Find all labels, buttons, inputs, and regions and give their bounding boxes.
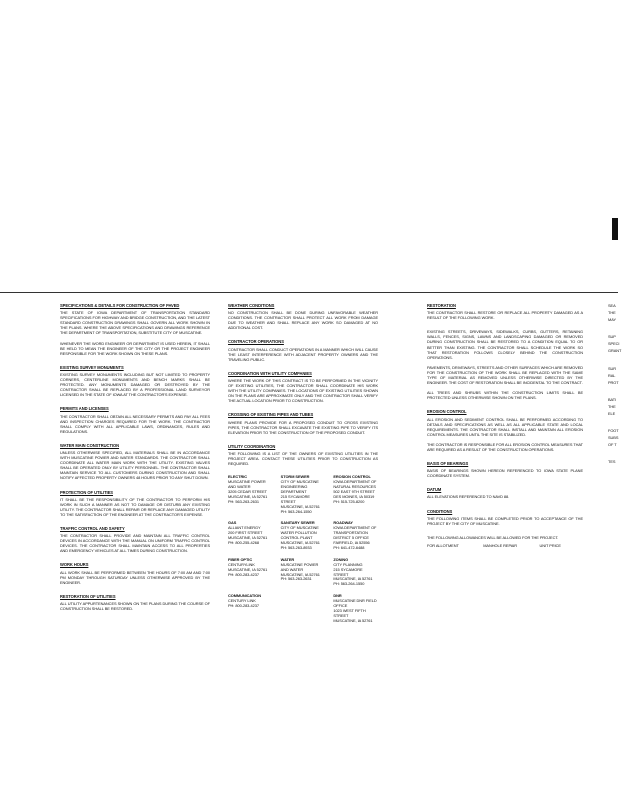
utility-line: PH: 563-264-1550	[280, 508, 312, 514]
utility-line: DES MOINES, IA 50319	[333, 493, 375, 499]
note-section	[228, 371, 378, 404]
utility-line: CENTURYLINK	[228, 561, 255, 567]
utility-type: ELECTRIC	[228, 474, 248, 480]
cropped-fragment: SEA	[608, 303, 616, 308]
section-paragraph: THE CONTRACTOR SHALL OBTAIN ALL NECESSARY PERMITS AND PAY ALL FEES AND INSPECTION CHARGES REQUIRED FOR THE WORK. THE CONTRACTOR SHALL COMPLY WITH ALL APPLICABLE LAWS, ORDINANCES, RULES AND REGULATIONS.	[60, 413, 210, 434]
note-section	[228, 444, 378, 466]
section-paragraph: THE CONTRACTOR SHALL PROVIDE AND MAINTAIN ALL TRAFFIC CONTROL DEVICES IN ACCORDANCE WITH THE MANUAL ON UNIFORM TRAFFIC CONTROL DEVICES. THE CONTRACTOR SHALL MAINTAIN ACCESS TO ALL PROPERTIES AND EMERGENCY VEHICLES AT ALL TIMES DURING CONSTRUCTION.	[60, 533, 210, 554]
section-paragraph: NO CONSTRUCTION SHALL BE DONE DURING UNFAVORABLE WEATHER CONDITIONS. THE CONTRACTOR SHALL PROTECT ALL WORK FROM DAMAGE DUE TO WEATHER AND SHALL REPLACE ANY WORK SO DAMAGED AT NO ADDITIONAL COST.	[228, 310, 378, 331]
utility-line: AND WATER	[280, 566, 304, 572]
utility-type: COMMUNICATION	[228, 593, 261, 599]
utility-line: ENGINEERING DEPARTMENT	[280, 483, 308, 494]
utility-line: PH: 641-472-6488	[333, 544, 365, 550]
utility-contact	[333, 594, 378, 623]
section-paragraph: EXISTING SURVEY MONUMENTS INCLUDING BUT NOT LIMITED TO PROPERTY CORNERS, CENTERLINE MONUMENTS AND BENCH MARKS SHALL BE PROTECTED. ANY MONUMENTS DAMAGED OR DESTROYED BY THE CONTRACTOR SHALL BE REPLACED BY A PROFESSIONAL LAND SURVEYOR LICENSED IN THE STATE OF IOWA AT THE CONTRACTOR'S EXPENSE.	[60, 371, 210, 398]
cropped-fragment: PROT	[608, 379, 619, 385]
utility-contact	[281, 558, 326, 587]
fee-intro: THE FOLLOWING ALLOWANCES WILL BE ALLOWED FOR THE PROJECT.	[427, 534, 559, 540]
utility-line: WATER POLLUTION	[280, 530, 317, 536]
note-section	[427, 487, 583, 499]
section-paragraph: BASIS OF BEARINGS SHOWN HEREON REFERENCED TO IOWA STATE PLANE COORDINATE SYSTEM.	[427, 468, 583, 479]
utility-line: CENTURY LINK	[228, 598, 256, 604]
section-paragraph: PAVEMENTS, DRIVEWAYS, STREETS AND OTHER SURFACES WHICH ARE REMOVED FOR THE CONSTRUCTION OF THE WORK SHALL BE REPLACED WITH THE SAME TYPE OF MATERIAL AS REMOVED UNLESS OTHERWISE DIRECTED BY THE ENGINEER. THE COST OF RESTORATION SHALL BE INCIDENTAL TO THE CONTRACT.	[427, 364, 583, 386]
utility-line: PH: 800-283-4237	[228, 571, 259, 577]
utility-line: CITY OF MUSCATINE	[280, 479, 319, 485]
section-paragraph: ALL TREES AND SHRUBS WITHIN THE CONSTRUCTION LIMITS SHALL BE PROTECTED UNLESS OTHERWISE SHOWN ON THE PLANS.	[427, 390, 583, 401]
section-paragraph: EXISTING STREETS, DRIVEWAYS, SIDEWALKS, CURBS, GUTTERS, RETAINING WALLS, FENCES, SIGNS, LAWNS AND LANDSCAPING DAMAGED OR REMOVED DURING CONSTRUCTION SHALL BE RESTORED TO A CONDITION EQUAL TO OR BETTER THAN EXISTING. THE CONTRACTOR SHALL SCHEDULE THE WORK SO THAT RESTORATION FOLLOWS CLOSELY BEHIND THE CONSTRUCTION OPERATIONS.	[427, 329, 583, 360]
fee-cell: MANHOLE REPAIR	[483, 542, 518, 548]
utility-contact	[281, 521, 326, 550]
utility-line: MUSCATINE, IA 52761	[333, 617, 373, 623]
cropped-fragment: SPECI	[608, 341, 620, 347]
section-heading: COORDINATION WITH UTILITY COMPANIES	[228, 370, 312, 376]
utility-type: ZONING	[333, 556, 349, 562]
utility-line: PH: 563-264-1550	[333, 581, 365, 587]
section-heading: WATER MAIN CONSTRUCTION	[60, 442, 120, 448]
utility-type: WATER	[280, 556, 295, 562]
utility-contact	[281, 594, 326, 623]
section-paragraph: THE FOLLOWING IS A LIST OF THE OWNERS OF EXISTING UTILITIES IN THE PROJECT AREA. CONTACT THESE UTILITIES PRIOR TO CONSTRUCTION AS REQUIRED.	[228, 450, 378, 467]
utility-line: 200 FIRST STREET	[228, 530, 263, 536]
utility-contacts-grid	[228, 475, 378, 631]
section-paragraph: UNLESS OTHERWISE SPECIFIED, ALL MATERIALS SHALL BE IN ACCORDANCE WITH MUSCATINE POWER AND WATER STANDARDS. THE CONTRACTOR SHALL COORDINATE ALL WATER MAIN WORK WITH THE UTILITY. EXISTING VALVES SHALL BE OPERATED ONLY BY UTILITY PERSONNEL. THE CONTRACTOR SHALL MAINTAIN SERVICE TO ALL CUSTOMERS DURING CONSTRUCTION AND SHALL NOTIFY AFFECTED PROPERTY OWNERS 48 HOURS PRIOR TO ANY SHUT DOWN.	[60, 449, 210, 481]
note-section	[60, 594, 210, 611]
note-section	[228, 412, 378, 434]
utility-contact	[281, 475, 326, 514]
utility-contact	[228, 521, 273, 550]
fee-cell: UNIT PRICE	[539, 542, 561, 548]
cropped-fragment: RAL	[608, 372, 616, 378]
section-paragraph: ALL WORK SHALL BE PERFORMED BETWEEN THE HOURS OF 7:00 AM AND 7:00 PM MONDAY THROUGH SATURDAY UNLESS OTHERWISE APPROVED BY THE ENGINEER.	[60, 569, 210, 585]
note-section	[427, 409, 583, 452]
cropped-fragment: TES	[608, 459, 616, 465]
note-section	[60, 365, 210, 398]
cropped-fragment: FOOT	[608, 428, 619, 434]
utility-contact	[333, 475, 378, 514]
section-paragraph: THE STATE OF IOWA DEPARTMENT OF TRANSPORTATION STANDARD SPECIFICATIONS FOR HIGHWAY AND BRIDGE CONSTRUCTION, AND THE LATEST STANDARD CONSTRUCTION DRAWINGS SHALL GOVERN ALL WORK SHOWN IN THE PLANS. WHERE THE ABOVE SPECIFICATIONS AND DRAWINGS REFERENCE THE DEPARTMENT OF TRANSPORTATION, SUBSTITUTE CITY OF MUSCATINE.	[60, 310, 210, 336]
section-paragraph: IT SHALL BE THE RESPONSIBILITY OF THE CONTRACTOR TO PERFORM HIS WORK IN SUCH A MANNER AS NOT TO DAMAGE OR DISTURB ANY EXISTING UTILITY. THE CONTRACTOR SHALL REPAIR OR REPLACE ANY DAMAGED UTILITY TO THE SATISFACTION OF THE ENGINEER AT THE CONTRACTOR'S EXPENSE.	[60, 496, 210, 517]
utility-line: MUSCATINE, IA 52761	[280, 503, 320, 509]
section-paragraph: WHERE THE WORK OF THIS CONTRACT IS TO BE PERFORMED IN THE VICINITY OF EXISTING UTILITIES, THE CONTRACTOR SHALL COORDINATE HIS WORK WITH THE UTILITY COMPANIES. THE LOCATIONS OF EXISTING UTILITIES SHOWN ON THE PLANS ARE APPROXIMATE ONLY AND THE CONTRACTOR SHALL VERIFY THE ACTUAL LOCATION PRIOR TO CONSTRUCTION.	[228, 377, 378, 404]
section-heading: WEATHER CONDITIONS	[228, 303, 275, 308]
cropped-fragment: ELE	[608, 411, 616, 417]
utility-line: DISTRICT 5 OFFICE	[333, 535, 369, 541]
cropped-fragment: THE	[608, 310, 616, 316]
cropped-fragment: OF T	[608, 442, 617, 448]
utility-line: MUSCATINE, IA 52761	[228, 535, 268, 541]
section-paragraph: THE FOLLOWING ITEMS SHALL BE COMPLETED PRIOR TO ACCEPTANCE OF THE PROJECT BY THE CITY OF MUSCATINE.	[427, 515, 583, 526]
cropped-fragment: SUP	[608, 334, 616, 340]
fee-row	[427, 543, 583, 548]
utility-line: IOWA DEPARTMENT OF	[333, 479, 377, 485]
utility-line: ALLIANT ENERGY	[228, 525, 261, 531]
note-section	[60, 490, 210, 517]
note-section	[427, 461, 583, 478]
utility-type: DNR	[333, 593, 342, 599]
utility-line: MUSCATINE, IA 52761	[280, 571, 320, 577]
section-heading: BASIS OF BEARINGS	[427, 461, 469, 467]
section-heading: RESTORATION	[427, 303, 456, 308]
utility-contact	[228, 594, 273, 623]
utility-contact	[333, 558, 378, 587]
utility-line: MUSCATINE, IA 52761	[333, 576, 373, 582]
utility-line: CITY PLANNING	[333, 561, 363, 567]
fee-cell: FOR ALLOTMENT	[427, 542, 459, 548]
utility-line: CITY OF MUSCATINE	[280, 525, 319, 531]
utility-line: MUSCATINE, IA 52761	[228, 566, 268, 572]
notes-column-1	[60, 303, 210, 620]
utility-type: SANITARY SEWER	[280, 520, 315, 526]
note-section	[427, 509, 583, 526]
plan-notes-sheet	[0, 292, 622, 800]
utility-line: TRANSPORTATION	[333, 530, 368, 536]
note-section	[60, 526, 210, 553]
utility-contact	[333, 521, 378, 550]
utility-line: 1023 WEST FIFTH STREET	[333, 608, 366, 618]
utility-line: 215 SYCAMORE STREET	[280, 493, 310, 504]
note-section	[60, 303, 210, 356]
utility-contact	[228, 475, 273, 514]
utility-type: ROADWAY	[333, 520, 353, 526]
section-heading: CROSSING OF EXISTING PIPES AND TUBES	[228, 412, 314, 418]
section-paragraph: CONTRACTOR SHALL CONDUCT OPERATIONS IN A MANNER WHICH WILL CAUSE THE LEAST INTERFERENCE WITH ADJACENT PROPERTY OWNERS AND THE TRAVELING PUBLIC.	[228, 346, 378, 362]
cropped-fragment: MAY	[608, 317, 616, 323]
note-section	[60, 406, 210, 433]
utility-line: MUSCATINE, IA 52761	[280, 540, 320, 546]
utility-line: MUSCATINE, IA 52761	[228, 493, 268, 499]
utility-type: GAS	[228, 520, 237, 526]
note-section	[228, 339, 378, 361]
section-heading: CONTRACTOR OPERATIONS	[228, 339, 284, 345]
utility-line: PH: 563-263-2631	[228, 498, 259, 504]
utility-line: 502 EAST 9TH STREET	[333, 488, 375, 494]
note-section	[427, 329, 583, 400]
cropped-fragment: SUR	[608, 365, 617, 371]
utility-line: NATURAL RESOURCES	[333, 483, 376, 489]
cropped-fragment: THE	[608, 403, 616, 409]
section-heading: TRAFFIC CONTROL AND SAFETY	[60, 526, 125, 531]
utility-type: EROSION CONTROL	[333, 474, 371, 480]
notes-column-2	[228, 303, 378, 631]
utility-type: STORM SEWER	[280, 474, 310, 480]
section-paragraph: ALL EROSION AND SEDIMENT CONTROL SHALL BE PERFORMED ACCORDING TO DETAILS AND SPECIFICATIONS AS WELL AS ALL APPLICABLE STATE AND LOCAL REQUIREMENTS. THE CONTRACTOR SHALL INSTALL AND MAINTAIN ALL EROSION CONTROL MEASURES UNTIL THE SITE IS STABILIZED.	[427, 416, 583, 437]
section-paragraph: THE CONTRACTOR IS RESPONSIBLE FOR ALL EROSION CONTROL MEASURES THAT ARE REQUIRED AS A RESULT OF THE CONSTRUCTION OPERATIONS.	[427, 441, 583, 452]
notes-column-3	[427, 303, 583, 548]
note-section	[427, 303, 583, 320]
cropped-fragment: BATI	[608, 396, 617, 402]
utility-line: PH: 800-283-4237	[228, 603, 259, 609]
section-heading: CONDITIONS	[427, 508, 453, 514]
utility-contact	[228, 558, 273, 587]
section-heading: PROTECTION OF UTILITIES	[60, 489, 113, 495]
utility-line: MUSCATINE DNR FIELD OFFICE	[333, 598, 377, 609]
section-heading: WORK HOURS	[60, 562, 89, 568]
utility-line: PH: 515-725-8200	[333, 498, 365, 504]
section-paragraph: WHENEVER THE WORD ENGINEER OR DEPARTMENT IS USED HEREIN, IT SHALL BE HELD TO MEAN THE ENGINEER OF THE CITY OR THE PROJECT ENGINEER RESPONSIBLE FOR THE WORK SHOWN ON THESE PLANS.	[60, 340, 210, 356]
cropped-fragment: SUBS	[608, 435, 619, 441]
section-heading: SPECIFICATIONS & DETAILS FOR CONSTRUCTION OF PAVED	[60, 303, 180, 308]
utility-type: FIBER OPTIC	[228, 556, 253, 562]
section-heading: RESTORATION OF UTILITIES	[60, 593, 116, 599]
section-paragraph: ALL ELEVATIONS REFERENCED TO NAVD 88.	[427, 494, 510, 500]
note-section	[60, 443, 210, 481]
utility-line: 215 SYCAMORE STREET	[333, 566, 363, 577]
note-section	[60, 562, 210, 584]
section-heading: EROSION CONTROL	[427, 409, 467, 415]
section-paragraph: WHERE PLANS PROVIDE FOR A PROPOSED CONDUIT TO CROSS EXISTING PIPES, THE CONTRACTOR SHALL EXCAVATE THE EXISTING PIPE TO VERIFY ITS ELEVATION PRIOR TO THE CONSTRUCTION OF THE PROPOSED CONDUIT.	[228, 419, 378, 435]
section-heading: DATUM	[427, 487, 442, 493]
utility-line: 3205 CEDAR STREET	[228, 488, 267, 494]
section-heading: UTILITY COORDINATION	[228, 443, 276, 449]
utility-line: IOWA DEPARTMENT OF	[333, 525, 377, 531]
utility-line: PH: 800-255-4268	[228, 540, 259, 546]
edge-marker	[612, 218, 618, 240]
utility-line: PH: 563-263-8933	[280, 544, 312, 550]
section-heading: PERMITS AND LICENSES	[60, 406, 109, 412]
utility-line: PH: 563-263-2631	[280, 576, 312, 582]
section-heading: EXISTING SURVEY MONUMENTS	[60, 364, 124, 370]
utility-line: AND WATER	[228, 483, 251, 489]
section-paragraph: THE CONTRACTOR SHALL RESTORE OR REPLACE ALL PROPERTY DAMAGED AS A RESULT OF THE FOLLOWING WORK.	[427, 310, 583, 321]
section-paragraph: ALL UTILITY APPURTENANCES SHOWN ON THE PLANS DURING THE COURSE OF CONSTRUCTION SHALL BE RESTORED.	[60, 600, 210, 612]
utility-line: MUSCATINE POWER	[280, 561, 319, 567]
note-section	[228, 303, 378, 330]
utility-line: CONTROL PLANT	[280, 535, 313, 541]
cropped-fragment: GRANT	[608, 348, 622, 354]
utility-line: FAIRFIELD, IA 52556	[333, 540, 370, 546]
utility-line: MUSCATINE POWER	[228, 479, 266, 485]
notes-column-4-cropped	[608, 303, 638, 467]
